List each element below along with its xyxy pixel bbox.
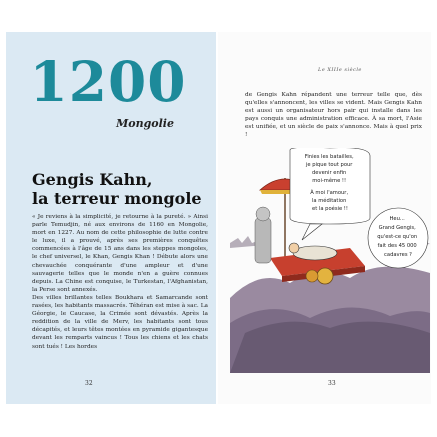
running-head: Le XIIIe siècle xyxy=(318,67,362,73)
right-body-text: de Gengis Kahn répandent une terreur telle que, dès qu'elles s'annoncent, les villes se vident. Mais Gengis Kahn est aussi un organisateur hors pair qui installe dans les pays conquis une administration efficace. À sa mort, l'Asie est unifiée, et un siècle de paix s'annonce. Mais à quel prix ! xyxy=(245,92,422,138)
region-label: Mongolie xyxy=(116,117,174,130)
left-paragraph-1: « Je reviens à la simplicité, je retourne à la pureté. » Ainsi parle Temudjin, né aux environs de 1160 en Mongolie, mort en 1227. Au nom de cette philosophie de lutte contre le luxe, il a prouvé, après ses premières conquêtes commencées à l'âge de 15 ans dans les steppes mongoles, le chef universel, le Khan, Gengis Khan ! Débute alors une chevauchée conquérante d'une ampleur et d'une sauvagerie telles que le monde n'en a guère connues depuis. La Chine est conquise, le Turkestan, l'Afghanistan, la Perse sont annexés. xyxy=(32,214,208,293)
year-heading: 1200 xyxy=(29,49,187,114)
chapter-title-line-2: la terreur mongole xyxy=(32,189,202,208)
speech-bubble-1 xyxy=(305,154,356,212)
bubble2-line: cadavres ? xyxy=(384,252,412,258)
page-number-right: 33 xyxy=(328,380,336,387)
bubble2-line: Heu... xyxy=(389,216,405,222)
bubble1-line: À moi l'amour, xyxy=(310,190,349,196)
left-paragraph-2: Des villes brillantes telles Boukhara et Samarcande sont rasées, les habitants massacrés. Téhéran est mise à sac. La Géorgie, le Caucase, la Crimée sont dévastés. Après la reddition de la ville de Merv, les habitants sont tous décapités, et leurs têtes montées en pyramide gigantesque devant les remparts vaincus ! Tous les chiens et les chats sont tués ! Les hordes xyxy=(32,294,208,350)
bubble1-line: et la poésie !! xyxy=(312,206,348,212)
bubble1-line: moi-même !! xyxy=(312,178,347,184)
cartoon-illustration xyxy=(230,148,430,373)
bubble1-line: devenir enfin xyxy=(312,170,347,176)
bubble2-line: Grand Gengis, xyxy=(378,225,416,231)
left-body-text xyxy=(32,213,208,351)
bubble2-line: qu'est-ce qu'on xyxy=(377,234,418,240)
bubble1-line: Finies les batailles, xyxy=(304,154,354,160)
page-number-left: 32 xyxy=(85,380,93,387)
bubble2-line: fait des 45 000 xyxy=(377,243,417,249)
bubble1-line: je pique tout pour xyxy=(305,162,353,168)
chapter-title-line-1: Gengis Kahn, xyxy=(32,170,153,189)
chapter-title xyxy=(32,170,208,208)
bubble1-line: la méditation xyxy=(311,198,347,204)
